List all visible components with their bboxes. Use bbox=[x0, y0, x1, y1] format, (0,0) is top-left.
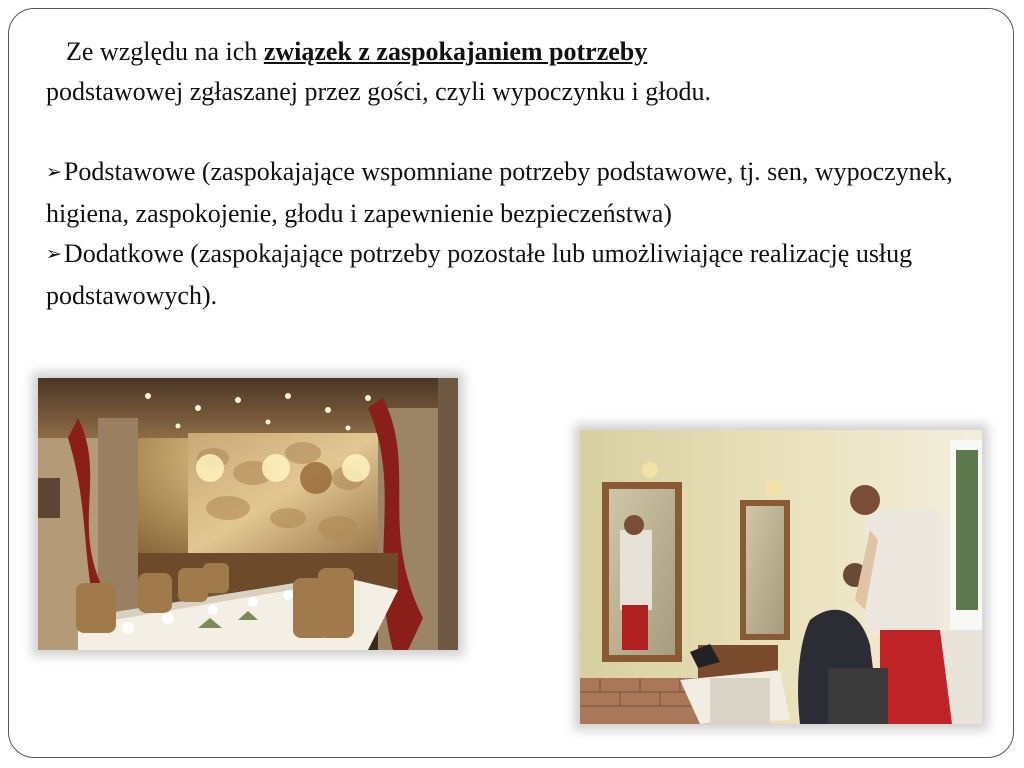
arrow-bullet-icon: ➢ bbox=[46, 243, 62, 265]
bullet-additional bbox=[46, 234, 986, 316]
restaurant-photo bbox=[38, 378, 458, 650]
intro-paragraph bbox=[46, 32, 986, 112]
bullet-additional-text: Dodatkowe (zaspokajające potrzeby pozostałe lub umożliwiające realizację usług podstawowych). bbox=[46, 239, 913, 310]
salon-photo bbox=[580, 430, 982, 724]
intro-suffix: podstawowej zgłaszanej przez gości, czyli wypoczynku i głodu. bbox=[46, 77, 711, 106]
arrow-bullet-icon: ➢ bbox=[46, 161, 62, 183]
slide-text bbox=[46, 32, 986, 316]
intro-prefix: Ze względu na ich bbox=[66, 37, 264, 66]
intro-emphasis: związek z zaspokajaniem potrzeby bbox=[263, 37, 648, 66]
bullet-basic-text: Podstawowe (zaspokajające wspomniane potrzeby podstawowe, tj. sen, wypoczynek, higiena, zaspokojenie, głodu i zapewnienie bezpieczeństwa) bbox=[46, 157, 953, 228]
bullet-basic bbox=[46, 152, 986, 234]
